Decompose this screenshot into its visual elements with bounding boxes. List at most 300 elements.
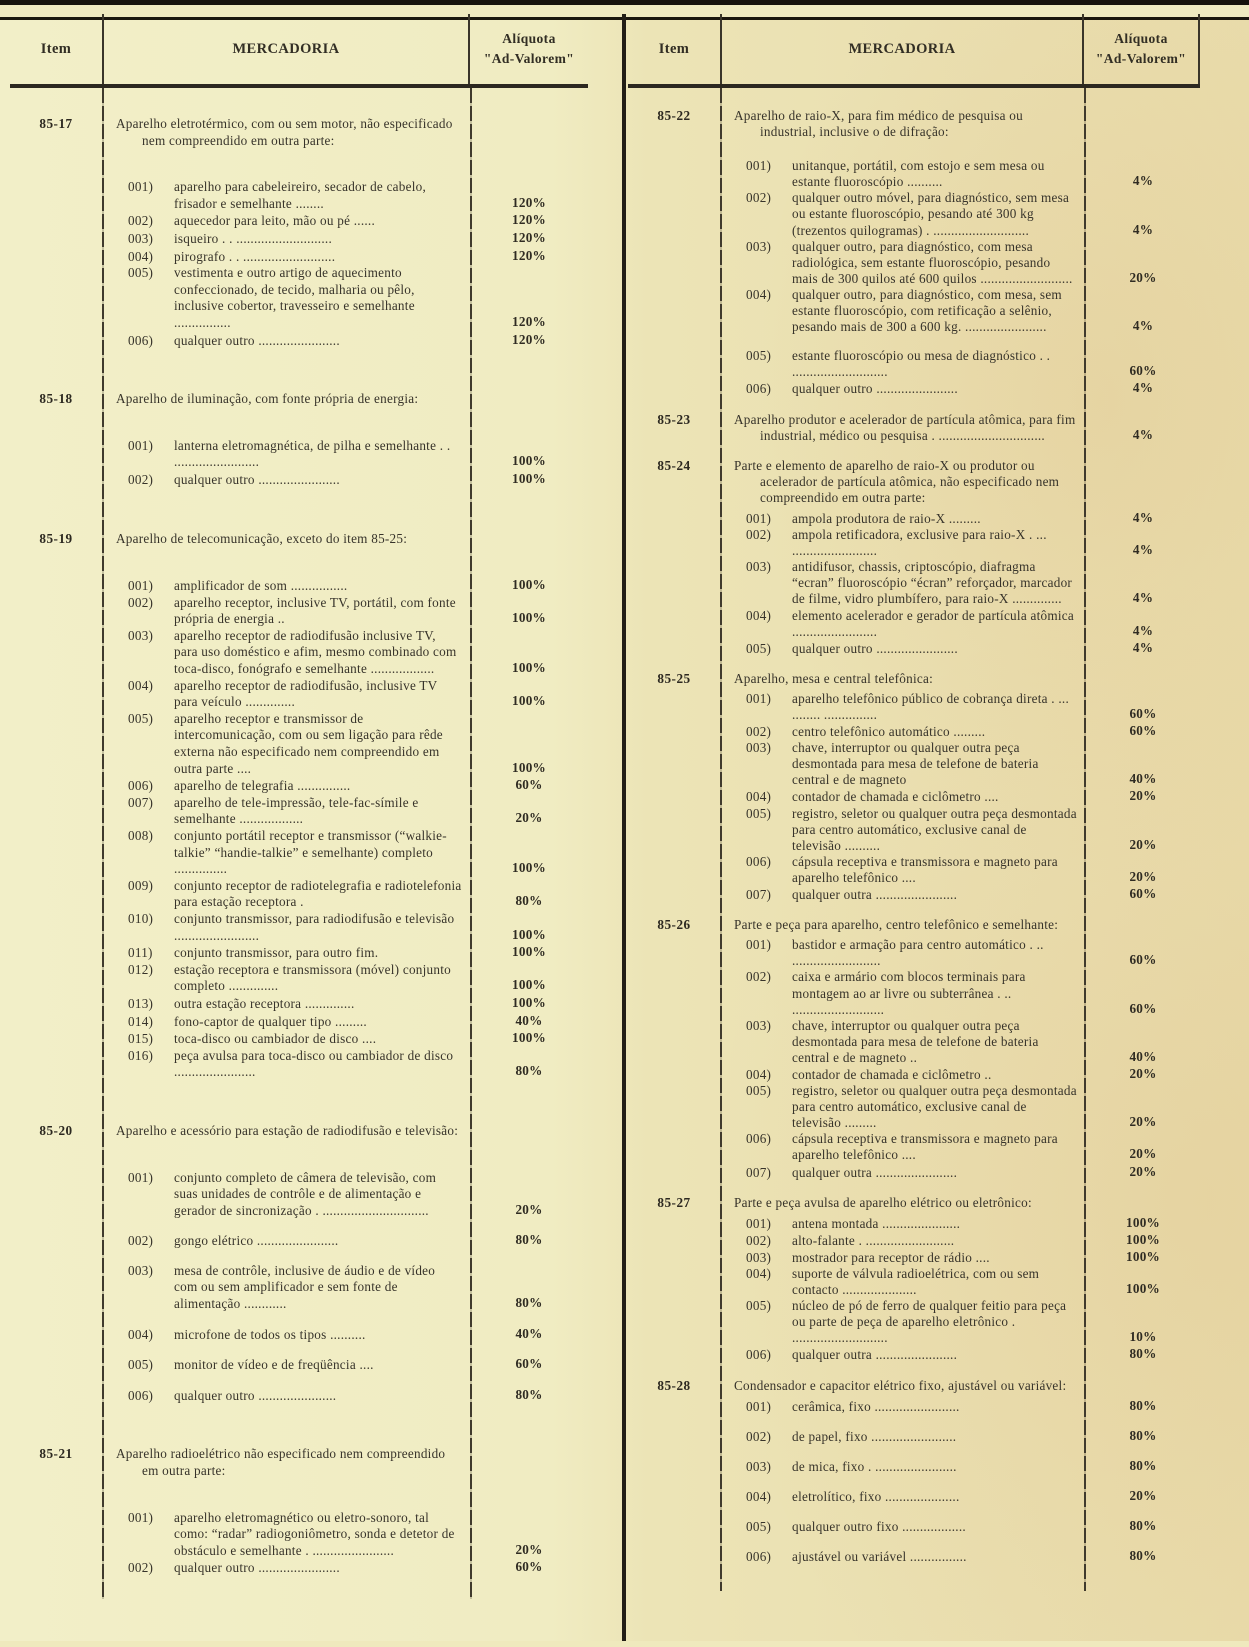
entry-number: 001) <box>746 158 772 174</box>
entry-row <box>10 265 588 331</box>
tariff-item <box>628 108 1200 398</box>
item-number: 85-25 <box>657 670 691 686</box>
entry-row <box>628 854 1200 886</box>
item-heading: Condensador e capacitor elétrico fixo, ajustável ou variável: <box>734 1377 1067 1393</box>
entry-row <box>10 595 588 628</box>
entry-number: 001) <box>128 1509 154 1525</box>
entry-row <box>628 527 1200 559</box>
entry-number: 003) <box>746 1249 772 1265</box>
entry-text: contador de chamada e ciclômetro .. <box>792 1066 992 1082</box>
entry-row <box>628 1018 1200 1066</box>
entry-description <box>720 724 1086 740</box>
column-header-item: Item <box>40 40 72 57</box>
entry-rate: 60% <box>515 777 543 793</box>
entry-rate: 20% <box>1129 836 1157 852</box>
entry-number: 004) <box>746 789 772 805</box>
entry-text: lanterna eletromagnética, de pilha e semelhante . . ........................ <box>174 437 451 470</box>
entry-description <box>720 740 1086 788</box>
entry-rate: 80% <box>1129 1427 1157 1443</box>
item-heading-row <box>10 391 588 408</box>
column-header-mercadoria: MERCADORIA <box>720 14 1082 84</box>
entry-number: 002) <box>128 213 154 229</box>
entry-text: chave, interruptor ou qualquer outra peça desmontada para mesa de telefone de bateria central e de magneto .. <box>792 1017 1039 1065</box>
entry-rate: 60% <box>1129 363 1157 379</box>
entry-rate: 60% <box>1129 723 1157 739</box>
entry-rate: 100% <box>512 470 546 486</box>
entry-text: fono-captor de qualquer tipo ......... <box>174 1013 367 1029</box>
table-body-right <box>628 88 1200 1639</box>
entry-description <box>720 1165 1086 1181</box>
entry-text: cerâmica, fixo ........................ <box>792 1398 960 1414</box>
entry-row <box>10 1263 588 1313</box>
entry-text: mostrador para receptor de rádio .... <box>792 1249 990 1265</box>
entry-text: aparelho para cabeleireiro, secador de cabelo, frisador e semelhante ........ <box>174 179 427 211</box>
entry-description <box>720 348 1086 380</box>
entry-description <box>720 239 1086 287</box>
entry-number: 001) <box>746 1215 772 1231</box>
entry-number: 007) <box>128 794 154 810</box>
entry-row <box>628 937 1200 969</box>
entry-number: 002) <box>746 190 772 206</box>
entry-text: qualquer outra ....................... <box>792 1164 958 1180</box>
entry-text: peça avulsa para toca-disco ou cambiador de disco ....................... <box>174 1047 454 1080</box>
entry-row <box>10 878 588 911</box>
entry-text: registro, seletor ou qualquer outra peça desmontada para centro automático, exclusive canal de televisão ......... <box>792 1083 1077 1131</box>
tariff-item <box>628 1378 1200 1566</box>
entry-row <box>628 1398 1200 1415</box>
entry-rate: 80% <box>1129 1346 1157 1362</box>
entry-rate: 60% <box>1129 952 1157 968</box>
tariff-item <box>628 671 1200 903</box>
entry-rate: 60% <box>1129 886 1157 902</box>
entry-text: pirografo . . .......................... <box>174 248 336 264</box>
entry-rate: 80% <box>515 1295 543 1311</box>
entry-row <box>10 1387 588 1405</box>
item-heading-row <box>10 116 588 149</box>
entry-description <box>102 1357 470 1374</box>
entry-text: ampola produtora de raio-X ......... <box>792 510 981 526</box>
item-heading: Aparelho radioelétrico não especificado nem compreendido em outra parte: <box>116 1446 446 1479</box>
item-number: 85-19 <box>39 530 73 546</box>
entry-description <box>720 559 1086 607</box>
entry-text: mesa de contrôle, inclusive de áudio e de vídeo com ou sem amplificador e sem fonte de alimentação ............ <box>174 1262 436 1312</box>
entry-description <box>102 711 470 777</box>
entry-number: 003) <box>746 238 772 254</box>
item-heading: Parte e peça avulsa de aparelho elétrico ou eletrônico: <box>734 1194 1032 1210</box>
entry-number: 006) <box>746 1131 772 1147</box>
item-heading-row <box>628 917 1200 933</box>
entry-row <box>10 1232 588 1250</box>
entry-rate: 100% <box>512 944 546 960</box>
entry-row <box>628 608 1200 640</box>
entry-row <box>10 248 588 266</box>
entry-row <box>628 886 1200 903</box>
entry-number: 002) <box>746 724 772 740</box>
entry-text: elemento acelerador e gerador de partícula atômica ........................ <box>792 607 1074 639</box>
entry-description <box>720 1250 1086 1266</box>
entry-row <box>10 179 588 212</box>
entry-text: qualquer outro ....................... <box>792 640 958 656</box>
entry-rate: 40% <box>1129 771 1157 787</box>
entry-number: 014) <box>128 1013 154 1029</box>
entry-row <box>10 212 588 230</box>
entry-number: 001) <box>128 1169 154 1185</box>
item-rate <box>1086 505 1200 506</box>
entry-text: aparelho receptor de radiodifusão inclusive TV, para uso doméstico e afim, mesmo combinado com toca-disco, fonógrafo e semelhante .................. <box>174 627 457 677</box>
entry-description <box>720 1519 1086 1535</box>
entry-number: 001) <box>746 510 772 526</box>
entry-row <box>10 438 588 471</box>
item-rate <box>470 148 588 149</box>
entry-number: 005) <box>746 640 772 656</box>
item-rate <box>1086 686 1200 687</box>
item-rate <box>1086 1393 1200 1394</box>
entry-description <box>720 1067 1086 1083</box>
entry-text: amplificador de som ................ <box>174 578 348 594</box>
entry-description <box>720 969 1086 1017</box>
entry-number: 004) <box>128 1326 154 1342</box>
item-heading-row <box>10 1123 588 1140</box>
column-header-item: Item <box>658 40 690 57</box>
entry-text: qualquer outro ...................... <box>174 1387 337 1403</box>
entry-rate: 80% <box>1129 1397 1157 1413</box>
entry-number: 008) <box>128 828 154 843</box>
entry-row <box>628 1131 1200 1163</box>
entry-row <box>10 678 588 711</box>
entry-description <box>720 1233 1086 1249</box>
item-number: 85-21 <box>39 1446 73 1462</box>
entry-rate: 80% <box>515 893 543 909</box>
entry-row <box>10 711 588 777</box>
entry-rate: 100% <box>512 693 546 709</box>
entry-description <box>720 1083 1086 1131</box>
entry-text: cápsula receptiva e transmissora e magneto para aparelho telefônico .... <box>792 853 1058 885</box>
entry-description <box>102 795 470 828</box>
item-rate <box>470 546 588 547</box>
entry-text: bastidor e armação para centro automático . .. ......................... <box>792 937 1044 969</box>
entry-number: 006) <box>128 778 154 794</box>
entry-row <box>628 640 1200 657</box>
entry-rate: 80% <box>1129 1518 1157 1534</box>
entry-number: 004) <box>746 286 772 302</box>
entry-rate: 4% <box>1132 622 1154 638</box>
column-header-aliquota <box>468 14 588 84</box>
entry-rate: 60% <box>515 1559 543 1575</box>
entry-number: 001) <box>128 578 154 594</box>
entry-description <box>102 333 470 350</box>
entry-text: aparelho de tele-impressão, tele-fac-símile e semelhante .................. <box>174 794 419 827</box>
entry-description <box>720 190 1086 238</box>
entry-text: conjunto receptor de radiotelegrafia e radiotelefonia para estação receptora . <box>174 877 462 910</box>
entry-description <box>102 1233 470 1250</box>
entry-number: 001) <box>128 437 154 453</box>
entry-text: ampola retificadora, exclusive para raio-X . ... ........................ <box>792 527 1047 559</box>
item-heading: Aparelho eletrotérmico, com ou sem motor, não especificado nem compreendido em outra parte: <box>116 116 453 148</box>
entry-description <box>102 1510 470 1560</box>
entry-row <box>628 1215 1200 1232</box>
entry-number: 003) <box>128 627 154 643</box>
entry-description <box>720 511 1086 527</box>
entry-text: qualquer outro, para diagnóstico, com mesa radiológica, sem estante fluoroscópio, pesando mais de 300 quilos até 600 quilos .......................... <box>792 238 1073 286</box>
item-rate: 4% <box>1132 426 1154 442</box>
entry-row <box>10 471 588 489</box>
entry-rate: 80% <box>515 1063 543 1079</box>
item-rate <box>1086 1210 1200 1211</box>
entry-rate: 4% <box>1132 590 1154 606</box>
entry-description <box>720 1216 1086 1232</box>
entry-text: microfone de todos os tipos .......... <box>174 1326 366 1342</box>
entry-row <box>10 1030 588 1048</box>
entry-rate: 20% <box>1129 1114 1157 1130</box>
entry-number: 005) <box>746 1519 772 1535</box>
entry-description <box>720 789 1086 805</box>
item-heading: Parte e elemento de aparelho de raio-X ou produtor ou acelerador de partícula atômica, não especificado nem compreendido em outra parte: <box>734 457 1060 505</box>
table-header <box>628 14 1200 88</box>
entry-number: 002) <box>128 471 154 487</box>
entry-number: 003) <box>128 230 154 246</box>
entry-rate: 20% <box>1129 1065 1157 1081</box>
entry-text: antidifusor, chassis, criptoscópio, diafragma “ecran” fluoroscópio “écran” reforçador, marcador de filme, vidro plumbífero, para raio-X .............. <box>792 559 1073 607</box>
table-header <box>10 14 588 88</box>
entry-row <box>628 691 1200 723</box>
item-heading-row <box>10 1446 588 1479</box>
item-rate <box>470 407 588 408</box>
item-heading-row <box>10 531 588 548</box>
entry-description <box>102 678 470 711</box>
entry-text: estação receptora e transmissora (móvel) conjunto completo .............. <box>174 961 451 994</box>
entry-number: 005) <box>746 348 772 364</box>
entry-row <box>628 806 1200 854</box>
entry-rate: 4% <box>1132 380 1154 396</box>
entry-text: estante fluoroscópio ou mesa de diagnóstico . . ........................... <box>792 348 1051 380</box>
entry-description <box>102 1031 470 1048</box>
entry-row <box>10 795 588 828</box>
entry-row <box>628 1266 1200 1298</box>
entry-rate: 100% <box>512 860 546 876</box>
item-heading-row <box>628 412 1200 444</box>
entry-text: qualquer outro ....................... <box>174 332 340 348</box>
entry-description <box>720 1399 1086 1415</box>
entry-rate: 4% <box>1132 173 1154 189</box>
entry-number: 016) <box>128 1047 154 1063</box>
entry-rate: 4% <box>1132 542 1154 558</box>
entry-description <box>102 878 470 911</box>
entry-description <box>720 937 1086 969</box>
entry-text: qualquer outro ....................... <box>174 471 340 487</box>
entry-text: aparelho receptor e transmissor de intercomunicação, com ou sem ligação para rêde externa não especificado nem compreendido em outra parte .... <box>174 710 443 776</box>
item-heading-row <box>628 1195 1200 1211</box>
item-heading: Aparelho produtor e acelerador de partícula atômica, para fim industrial, médico ou pesquisa . .............................. <box>734 411 1076 443</box>
item-heading: Aparelho e acessório para estação de radiodifusão e televisão: <box>116 1122 459 1138</box>
entry-description <box>720 1549 1086 1565</box>
entry-number: 001) <box>128 179 154 195</box>
tariff-item <box>10 116 588 349</box>
entry-row <box>628 1066 1200 1083</box>
entry-rate: 4% <box>1132 509 1154 525</box>
entry-row <box>628 1232 1200 1249</box>
entry-text: conjunto transmissor, para radiodifusão e televisão ........................ <box>174 910 455 943</box>
entry-description <box>720 1018 1086 1066</box>
column-header-mercadoria: MERCADORIA <box>102 14 468 84</box>
entry-number: 002) <box>746 1232 772 1248</box>
entry-text: chave, interruptor ou qualquer outra peça desmontada para mesa de telefone de bateria central e de magneto <box>792 740 1039 788</box>
entry-row <box>10 777 588 795</box>
entry-description <box>102 628 470 678</box>
entry-text: qualquer outro, para diagnóstico, com mesa, sem estante fluoroscópio, com retificação a selênio, pesando mais de 300 a 600 kg. ....................... <box>792 286 1062 335</box>
entry-rate: 100% <box>1126 1214 1160 1230</box>
entry-text: caixa e armário com blocos terminais para montagem ao ar livre ou subterrânea . .. .......................... <box>792 969 1026 1017</box>
entry-number: 002) <box>128 1560 154 1576</box>
tariff-table-right <box>622 14 1200 1641</box>
item-number: 85-28 <box>657 1377 691 1393</box>
entry-text: aparelho receptor de radiodifusão, inclusive TV para veículo .............. <box>174 677 438 710</box>
entry-rate: 100% <box>512 453 546 469</box>
entry-number: 003) <box>746 1017 772 1033</box>
entry-description <box>102 911 470 944</box>
tariff-item <box>10 1446 588 1577</box>
entry-text: unitanque, portátil, com estojo e sem mesa ou estante fluoroscópio .......... <box>792 158 1045 190</box>
entry-number: 005) <box>746 1083 772 1099</box>
entry-row <box>628 1458 1200 1475</box>
entry-text: qualquer outro ....................... <box>174 1560 340 1576</box>
entry-text: antena montada ...................... <box>792 1215 961 1231</box>
entry-number: 002) <box>746 1428 772 1444</box>
entry-row <box>10 1510 588 1560</box>
tariff-item <box>628 917 1200 1181</box>
entry-number: 004) <box>746 1066 772 1082</box>
entry-description <box>720 1429 1086 1445</box>
tariff-item <box>10 531 588 1081</box>
entry-number: 009) <box>128 877 154 893</box>
entry-number: 015) <box>128 1031 154 1047</box>
item-heading: Aparelho, mesa e central telefônica: <box>734 670 934 686</box>
aliquota-label-line1: Alíquota <box>502 30 556 46</box>
entry-number: 013) <box>128 995 154 1011</box>
entry-number: 004) <box>128 248 154 264</box>
entry-description <box>102 265 470 331</box>
entry-rate: 10% <box>1129 1329 1157 1345</box>
entry-description <box>720 854 1086 886</box>
entry-row <box>628 1298 1200 1346</box>
entry-description <box>102 1170 470 1220</box>
entry-rate: 100% <box>512 660 546 676</box>
entry-description <box>102 1014 470 1031</box>
entry-text: isqueiro . . ........................... <box>174 230 332 246</box>
entry-row <box>628 1518 1200 1535</box>
entry-number: 005) <box>128 710 154 726</box>
item-heading-row <box>628 108 1200 140</box>
item-number: 85-18 <box>39 391 73 407</box>
entry-row <box>628 723 1200 740</box>
entry-description <box>720 1347 1086 1363</box>
entry-rate: 4% <box>1132 639 1154 655</box>
entry-number: 005) <box>746 805 772 821</box>
entry-description <box>102 249 470 266</box>
entry-description <box>720 1298 1086 1346</box>
entry-description <box>102 578 470 595</box>
entry-text: qualquer outra ....................... <box>792 1347 958 1363</box>
entry-row <box>10 628 588 678</box>
entry-description <box>720 691 1086 723</box>
tariff-item <box>628 412 1200 444</box>
entry-description <box>102 1388 470 1405</box>
entry-rate: 120% <box>512 331 546 347</box>
table-body-left <box>10 88 588 1647</box>
tariff-item <box>628 1195 1200 1364</box>
entry-description <box>102 1048 470 1081</box>
entry-row <box>628 1083 1200 1131</box>
entry-row <box>10 1013 588 1031</box>
entry-text: ajustável ou variável ................ <box>792 1549 967 1565</box>
entry-number: 004) <box>746 1266 772 1281</box>
entry-rate: 40% <box>515 1012 543 1028</box>
entry-number: 002) <box>746 969 772 985</box>
entry-rate: 100% <box>512 977 546 993</box>
entry-number: 006) <box>128 1387 154 1403</box>
entry-row <box>628 788 1200 805</box>
entry-rate: 100% <box>512 610 546 626</box>
entry-text: registro, seletor ou qualquer outra peça desmontada para centro automático, exclusive canal de televisão .......... <box>792 805 1077 853</box>
entry-number: 006) <box>746 853 772 869</box>
entry-row <box>10 577 588 595</box>
entry-number: 005) <box>746 1298 772 1314</box>
tariff-item <box>10 1123 588 1405</box>
entry-row <box>10 332 588 350</box>
entry-rate: 100% <box>512 577 546 593</box>
entry-rate: 120% <box>512 212 546 228</box>
entry-number: 003) <box>128 1262 154 1278</box>
entry-rate: 100% <box>1126 1248 1160 1264</box>
entry-number: 001) <box>746 690 772 706</box>
entry-number: 004) <box>746 607 772 623</box>
tariff-item <box>10 391 588 488</box>
entry-row <box>10 230 588 248</box>
item-rate <box>1086 139 1200 140</box>
entry-text: conjunto completo de câmera de televisão, com suas unidades de contrôle e de alimentação e gerador de sincronização . .............................. <box>174 1169 437 1218</box>
entry-description <box>102 962 470 995</box>
entry-number: 006) <box>128 332 154 348</box>
entry-number: 001) <box>746 937 772 953</box>
entry-text: núcleo de pó de ferro de qualquer feitio para peça ou parte de peça de aparelho eletrônico . ........................... <box>792 1298 1067 1346</box>
entry-rate: 100% <box>1126 1231 1160 1247</box>
entry-number: 007) <box>746 887 772 903</box>
aliquota-label-line2: "Ad-Valorem" <box>483 51 575 66</box>
item-rate <box>470 1139 588 1140</box>
entry-rate: 20% <box>1129 868 1157 884</box>
column-divider <box>470 88 472 1599</box>
entry-rate: 40% <box>1129 1048 1157 1064</box>
entry-description <box>102 945 470 962</box>
entry-text: suporte de válvula radioelétrica, com ou sem contacto ..................... <box>792 1266 1040 1298</box>
entry-rate: 120% <box>512 313 546 329</box>
entry-number: 006) <box>746 1549 772 1565</box>
entry-row <box>10 911 588 944</box>
entry-description <box>102 1560 470 1577</box>
entry-text: gongo elétrico ....................... <box>174 1233 339 1249</box>
entry-number: 004) <box>746 1488 772 1504</box>
item-number: 85-27 <box>657 1194 691 1210</box>
entry-description <box>720 806 1086 854</box>
item-heading: Aparelho de iluminação, com fonte própria de energia: <box>116 391 419 407</box>
entry-number: 003) <box>746 1458 772 1474</box>
entry-description <box>102 438 470 471</box>
entry-row <box>10 1170 588 1220</box>
item-heading: Aparelho de telecomunicação, exceto do item 85-25: <box>116 530 408 546</box>
item-number: 85-17 <box>39 116 73 131</box>
entry-row <box>628 190 1200 238</box>
entry-description <box>720 1489 1086 1505</box>
entry-number: 001) <box>746 1398 772 1414</box>
